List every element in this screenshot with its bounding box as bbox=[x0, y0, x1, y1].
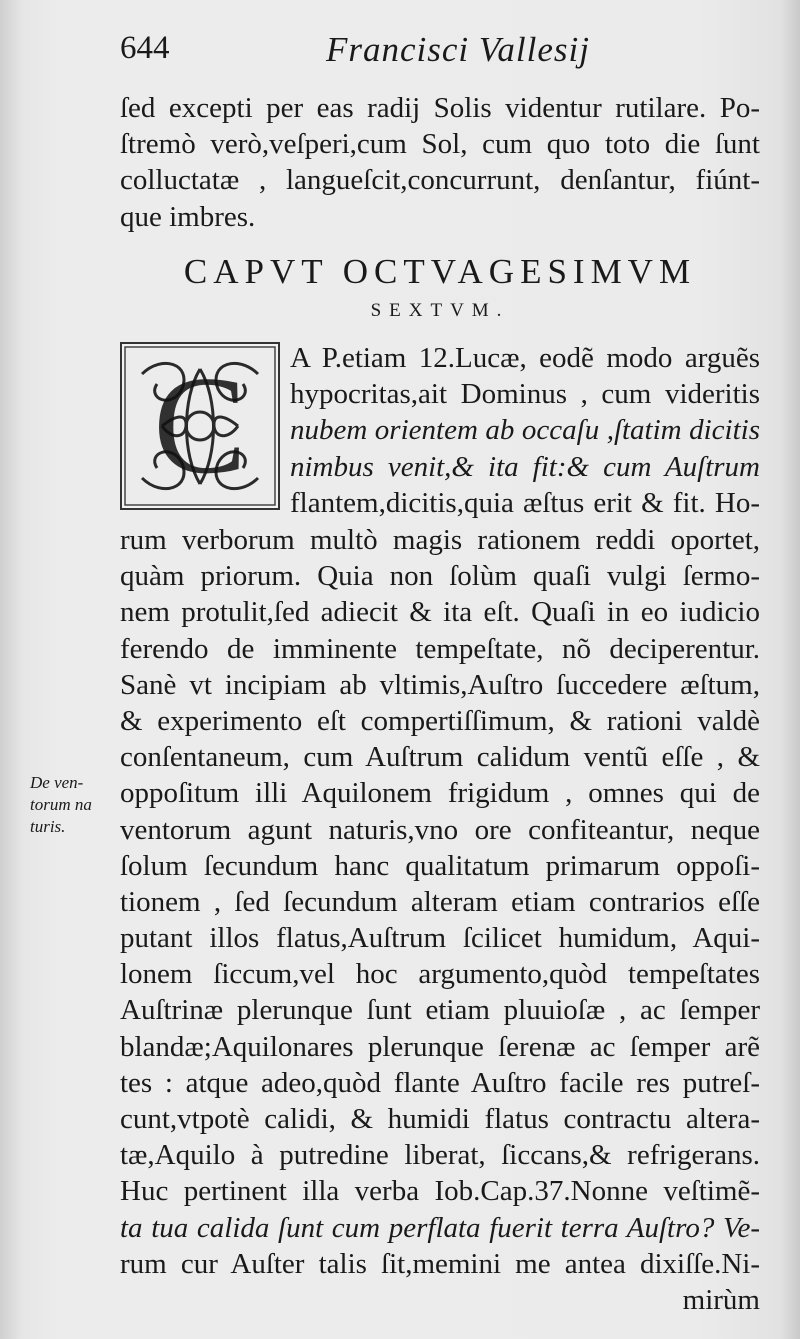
text-line: rum cur Auſter talis ſit,memini me antea dixiſſe.Ni- bbox=[120, 1247, 760, 1280]
text-line: conſentaneum, cum Auſtrum calidum ventũ eſſe , & bbox=[120, 741, 760, 774]
text-line: lonem ſiccum,vel hoc argumento,quòd tempeſtates bbox=[120, 958, 760, 991]
text-line: & experimento eſt compertiſſimum, & rationi valdè bbox=[120, 704, 760, 737]
chapter-title: CAPVT OCTVAGESIMVM bbox=[183, 252, 697, 291]
text-line: que imbres. bbox=[120, 200, 256, 233]
text-line: hypocritas,ait Dominus , cum videritis bbox=[290, 378, 760, 411]
text-line: nem protulit,ſed adiecit & ita eſt. Quaſi in eo iudicio bbox=[120, 596, 760, 629]
margin-note bbox=[30, 772, 120, 838]
page-number: 644 bbox=[120, 30, 170, 66]
catchword: mirùm bbox=[682, 1283, 760, 1316]
text-line: ſtremò verò,veſperi,cum Sol, cum quo toto die ſunt bbox=[120, 128, 760, 161]
text-line: ſolum ſecundum hanc qualitatum primarum oppoſi- bbox=[120, 849, 760, 882]
text-line: blandæ;Aquilonares plerunque ſerenæ ac ſemper arẽ bbox=[120, 1030, 760, 1063]
chapter-opening-lines bbox=[290, 340, 760, 521]
text-line: ventorum agunt naturis,vno ore confiteantur, neque bbox=[120, 813, 760, 846]
margin-note-line: De ven- bbox=[30, 773, 84, 792]
text-line: colluctatæ , langueſcit,concurrunt, denſantur, fiúnt- bbox=[120, 164, 760, 197]
page-header bbox=[120, 30, 780, 80]
text-line: nubem orientem ab occaſu ,ſtatim dicitis bbox=[290, 414, 760, 447]
text-line: cunt,vtpotè calidi, & humidi flatus contractu altera- bbox=[120, 1103, 760, 1135]
margin-note-line: torum na bbox=[30, 795, 92, 814]
text-line: ta tua calida ſunt cum perflata fuerit terra Auſtro? Ve- bbox=[120, 1211, 760, 1244]
text-line: quàm priorum. Quia non ſolùm quaſi vulgi ſermo- bbox=[120, 560, 760, 593]
text-line: nimbus venit,& ita fit:& cum Auſtrum bbox=[290, 450, 760, 483]
text-line: putant illos flatus,Auſtrum ſcilicet humidum, Aqui- bbox=[120, 922, 760, 955]
drop-cap-letter: C bbox=[153, 348, 247, 503]
margin-note-line: turis. bbox=[30, 817, 66, 836]
running-head: Francisci Vallesij bbox=[326, 30, 590, 69]
text-line: tes : atque adeo,quòd flante Auſtro facile res putreſ- bbox=[120, 1066, 760, 1099]
text-line: Huc pertinent illa verba Iob.Cap.37.Nonne veſtimẽ- bbox=[120, 1175, 760, 1208]
ornamental-initial-icon bbox=[120, 342, 280, 510]
text-line: flantem,dicitis,quia æſtus erit & fit. Ho- bbox=[290, 486, 760, 519]
text-line: tæ,Aquilo à putredine liberat, ſiccans,& refrigerans. bbox=[120, 1139, 760, 1172]
text-line: A P.etiam 12.Lucæ, eodẽ modo arguẽs bbox=[290, 342, 760, 374]
text-line: Sanè vt incipiam ab vltimis,Auſtro ſuccedere æſtum, bbox=[120, 668, 760, 701]
text-line: ſed excepti per eas radij Solis videntur rutilare. Po- bbox=[120, 92, 760, 124]
text-line: rum verborum multò magis rationem reddi oportet, bbox=[120, 524, 760, 556]
text-line: ferendo de imminente tempeſtate, nõ deciperentur. bbox=[120, 632, 760, 665]
text-line: tionem , ſed ſecundum alteram etiam contrarios eſſe bbox=[120, 885, 760, 918]
chapter-subtitle: SEXTVM. bbox=[370, 300, 510, 321]
opening-paragraph bbox=[120, 90, 760, 235]
chapter-body bbox=[120, 522, 760, 1318]
text-line: Auſtrinæ plerunque ſunt etiam pluuioſæ , ac ſemper bbox=[120, 994, 760, 1027]
text-line: oppoſitum illi Aquilonem frigidum , omnes qui de bbox=[120, 777, 760, 810]
